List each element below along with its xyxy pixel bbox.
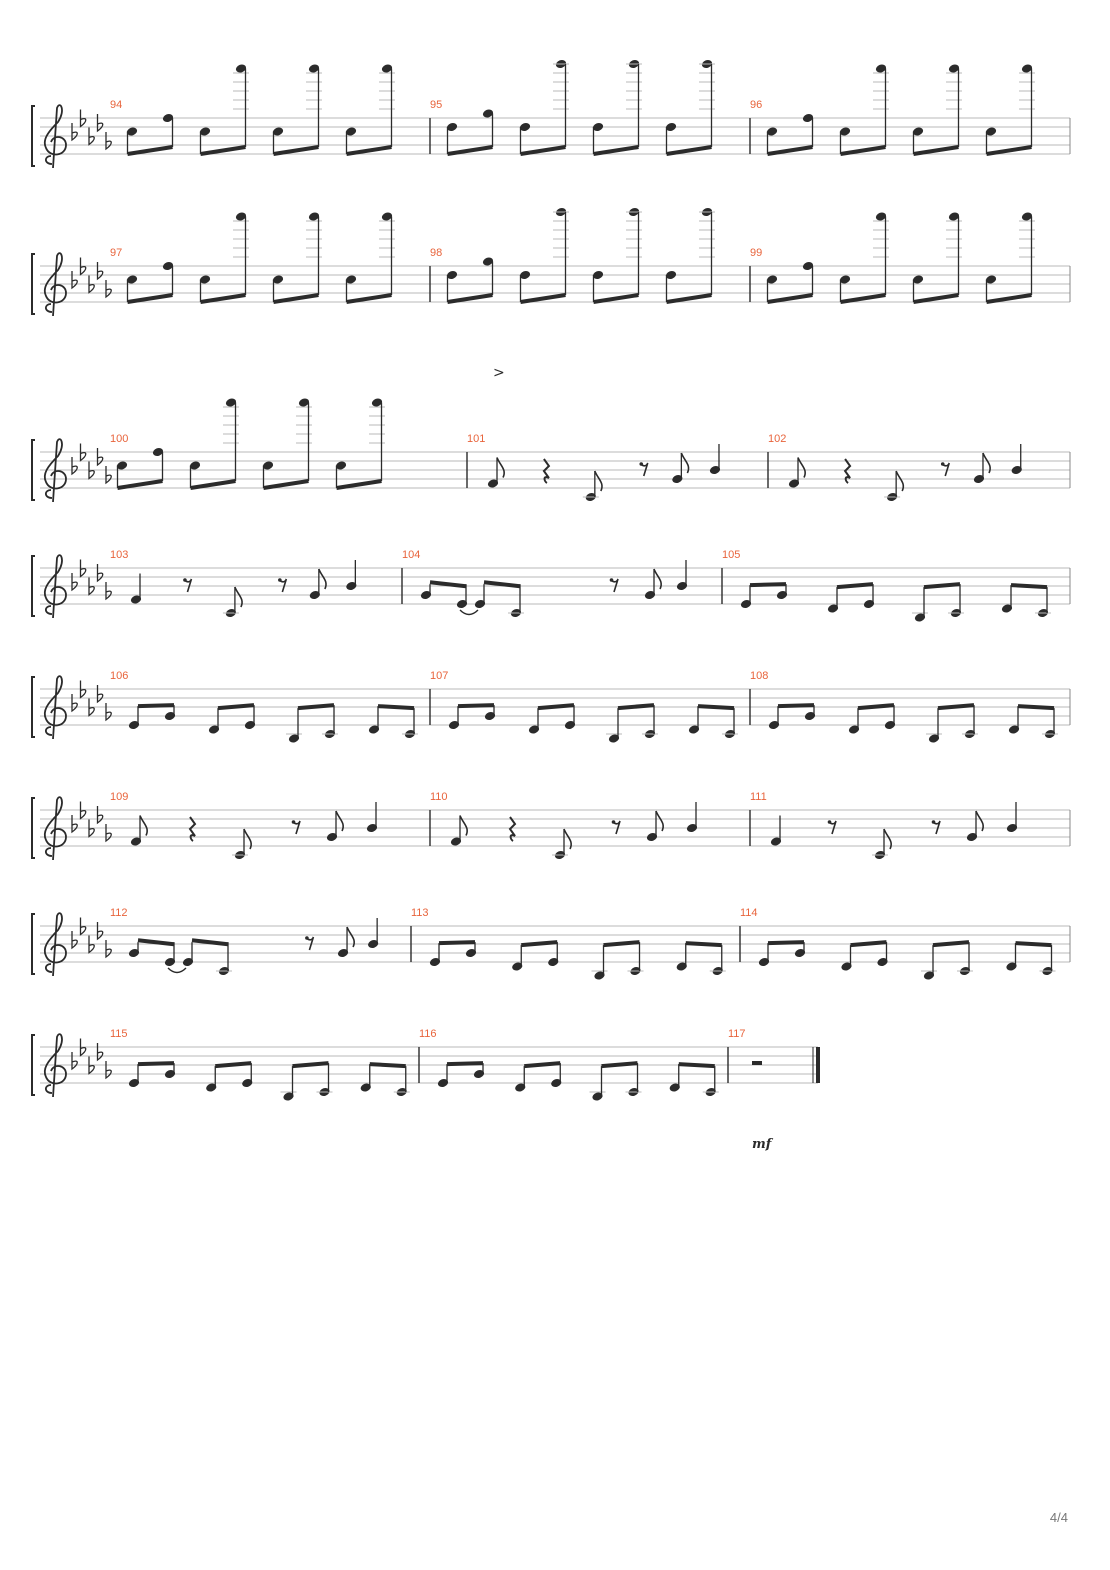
note-beam xyxy=(298,705,334,708)
eighth-rest-dot xyxy=(828,820,832,824)
staff-system xyxy=(32,207,1070,316)
flat-icon xyxy=(98,1043,103,1060)
note-beam xyxy=(933,942,969,945)
staff-system xyxy=(32,791,1070,860)
flat-icon xyxy=(106,280,111,297)
note-beam xyxy=(618,705,654,708)
measure-number: 110 xyxy=(430,791,448,803)
note-beam xyxy=(370,1064,406,1066)
note-beam xyxy=(447,1063,483,1064)
note-beam xyxy=(448,295,493,302)
system-bracket xyxy=(32,914,35,974)
note-beam xyxy=(118,481,163,488)
flat-icon xyxy=(98,448,103,465)
page-indicator: 4/4 xyxy=(1049,1510,1068,1525)
measure-number: 104 xyxy=(402,549,421,561)
note-beam xyxy=(768,147,813,154)
note-beam xyxy=(667,147,712,154)
measure-number: 96 xyxy=(750,99,763,111)
measure-number: 113 xyxy=(411,907,429,919)
measure-number: 98 xyxy=(430,247,443,259)
treble-clef-icon xyxy=(45,913,66,976)
eighth-rest-dot xyxy=(941,462,945,466)
treble-clef-icon xyxy=(45,1034,66,1097)
measure-number: 117 xyxy=(728,1028,746,1040)
note-beam xyxy=(215,1063,251,1066)
note-beam xyxy=(347,295,392,302)
system-bracket xyxy=(32,798,35,858)
measure-number: 114 xyxy=(740,907,758,919)
tie xyxy=(460,610,478,615)
staff-system xyxy=(32,59,1070,168)
flat-icon xyxy=(106,824,111,841)
flat-icon xyxy=(106,703,111,720)
flat-icon xyxy=(106,582,111,599)
measure-number: 99 xyxy=(750,247,763,259)
note-beam xyxy=(201,147,246,154)
eighth-rest-dot xyxy=(278,578,282,582)
note-beam xyxy=(924,584,960,587)
eighth-rest-dot xyxy=(183,578,187,582)
flat-icon xyxy=(72,931,77,948)
measure-number: 102 xyxy=(768,433,787,445)
flat-icon xyxy=(98,564,103,581)
treble-clef-icon xyxy=(45,676,66,739)
eighth-rest-dot xyxy=(292,820,296,824)
note-beam xyxy=(274,295,319,302)
note-beam xyxy=(837,584,873,587)
note-beam xyxy=(128,295,173,302)
flat-icon xyxy=(98,685,103,702)
note-beam xyxy=(778,705,814,706)
eighth-rest-dot xyxy=(610,578,614,582)
staff-system xyxy=(32,1028,818,1102)
note-beam xyxy=(914,147,959,154)
flat-icon xyxy=(72,815,77,832)
measure-number: 108 xyxy=(750,670,769,682)
note-beam xyxy=(138,705,174,706)
flat-icon xyxy=(106,1061,111,1078)
flat-icon xyxy=(98,922,103,939)
staff-system xyxy=(32,670,1070,744)
treble-clef-icon xyxy=(45,439,66,502)
note-beam xyxy=(750,584,786,585)
system-bracket xyxy=(32,254,35,314)
note-beam xyxy=(191,481,236,488)
note-beam xyxy=(439,942,475,943)
note-beam xyxy=(538,705,574,708)
measure-number: 94 xyxy=(110,99,123,111)
system-bracket xyxy=(32,677,35,737)
note-beam xyxy=(274,147,319,154)
whole-rest-icon xyxy=(752,1061,762,1065)
note-beam xyxy=(667,295,712,302)
note-beam xyxy=(521,942,557,945)
flat-icon xyxy=(98,806,103,823)
note-beam xyxy=(218,705,254,708)
note-beam xyxy=(448,147,493,154)
note-beam xyxy=(201,295,246,302)
treble-clef-icon xyxy=(45,555,66,618)
note-beam xyxy=(858,705,894,708)
note-beam xyxy=(698,706,734,708)
note-beam xyxy=(293,1063,329,1066)
note-beam xyxy=(594,295,639,302)
note-beam xyxy=(768,295,813,302)
note-beam xyxy=(841,147,886,154)
measure-number: 95 xyxy=(430,99,443,111)
measure-number: 97 xyxy=(110,247,123,259)
treble-clef-icon xyxy=(45,797,66,860)
note-beam xyxy=(987,147,1032,154)
measure-number: 111 xyxy=(750,791,767,803)
note-beam xyxy=(602,1063,638,1066)
note-beam xyxy=(914,295,959,302)
tie xyxy=(168,968,186,973)
system-bracket xyxy=(32,440,35,500)
flat-icon xyxy=(72,123,77,140)
note-beam xyxy=(264,481,309,488)
note-beam xyxy=(841,295,886,302)
eighth-rest-dot xyxy=(305,936,309,940)
note-beam xyxy=(378,706,414,708)
eighth-rest-dot xyxy=(612,820,616,824)
flat-icon xyxy=(106,940,111,957)
staff-system xyxy=(32,549,1070,623)
measure-number: 115 xyxy=(110,1028,128,1040)
measure-number: 109 xyxy=(110,791,129,803)
note-beam xyxy=(1018,706,1054,708)
flat-icon xyxy=(72,1052,77,1069)
eighth-rest-dot xyxy=(932,820,936,824)
system-bracket xyxy=(32,106,35,166)
staff-system xyxy=(32,397,1070,502)
treble-clef-icon xyxy=(45,105,66,168)
note-beam xyxy=(594,147,639,154)
note-beam xyxy=(1011,585,1047,587)
note-beam xyxy=(458,705,494,706)
measure-number: 112 xyxy=(110,907,128,919)
measure-number: 103 xyxy=(110,549,129,561)
flat-icon xyxy=(72,573,77,590)
measure-number: 100 xyxy=(110,433,129,445)
measure-number: 101 xyxy=(467,433,486,445)
note-beam xyxy=(604,942,640,945)
system-bracket xyxy=(32,556,35,616)
flat-icon xyxy=(106,132,111,149)
flat-icon xyxy=(72,271,77,288)
note-beam xyxy=(521,295,566,302)
system-bracket xyxy=(32,1035,35,1095)
note-beam xyxy=(347,147,392,154)
measure-number: 105 xyxy=(722,549,741,561)
flat-icon xyxy=(72,457,77,474)
note-beam xyxy=(987,295,1032,302)
note-beam xyxy=(851,942,887,945)
dynamic-marking: mf xyxy=(752,1137,772,1152)
note-beam xyxy=(138,1063,174,1064)
flat-icon xyxy=(106,466,111,483)
measure-number: 107 xyxy=(430,670,449,682)
accent-mark: > xyxy=(493,365,505,381)
note-beam xyxy=(679,1064,715,1066)
measure-number: 106 xyxy=(110,670,129,682)
note-beam xyxy=(938,705,974,708)
note-beam xyxy=(1016,943,1052,945)
eighth-rest-dot xyxy=(639,462,643,466)
note-beam xyxy=(521,147,566,154)
measure-number: 116 xyxy=(419,1028,437,1040)
flat-icon xyxy=(98,262,103,279)
flat-icon xyxy=(98,114,103,131)
treble-clef-icon xyxy=(45,253,66,316)
staff-system xyxy=(32,907,1070,981)
note-beam xyxy=(337,481,382,488)
note-beam xyxy=(686,943,722,945)
note-beam xyxy=(524,1063,560,1066)
note-beam xyxy=(768,942,804,943)
flat-icon xyxy=(72,694,77,711)
note-beam xyxy=(128,147,173,154)
